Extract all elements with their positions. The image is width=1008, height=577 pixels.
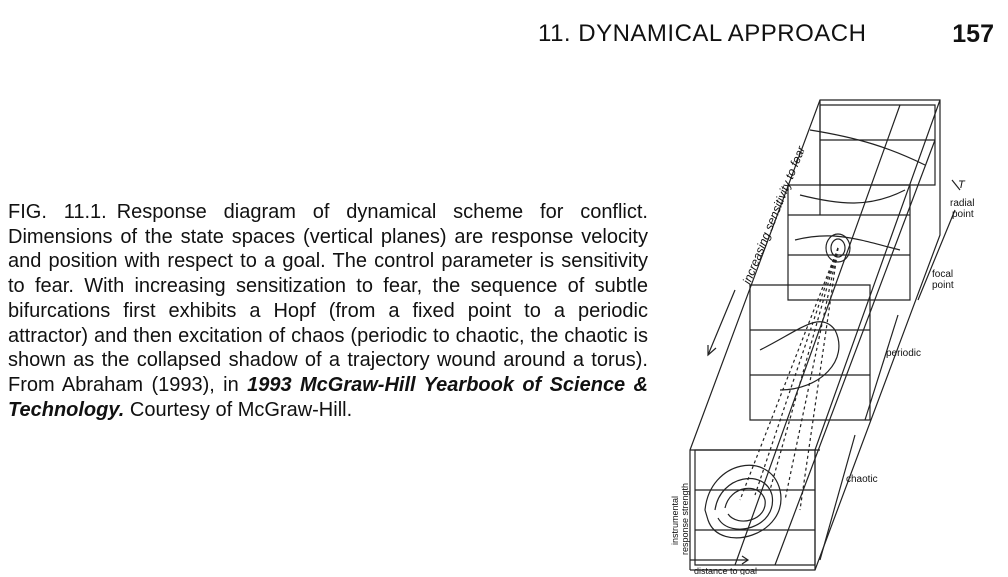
sensitivity-axis-label: increasing sensitivity to fear [739,144,809,287]
figure-caption [8,200,648,422]
response-axis-label-2: response strength [680,482,690,555]
chaotic-shadow [705,465,781,538]
response-diagram-svg [660,90,1005,575]
radial-point-label-1: radial [950,198,975,209]
radial-point-label-2: point [952,209,974,220]
periodic-label: periodic [886,348,922,359]
focal-point-label-2: point [932,280,954,291]
figure-label: FIG. 11.1. [8,201,107,223]
page-number: 157 [952,20,994,48]
plane-periodic [750,285,870,420]
periodic-orbit [760,322,839,390]
t-label: T [958,179,965,191]
focal-point-label-1: focal [932,269,954,280]
diagram-frame [690,100,960,570]
trajectory-radial [810,130,925,165]
distance-axis-label: distance to goal [694,566,758,575]
caption-paragraph [8,200,648,422]
chapter-title: 11. DYNAMICAL APPROACH [538,20,867,47]
courtesy-line: Courtesy of McGraw-Hill. [129,398,353,421]
response-axis-label-1: instrumental [670,495,680,545]
box-diagonal [815,100,940,450]
source-title: 1993 McGraw-Hill Yearbook of Science & Technology. [8,373,648,421]
chaotic-label: chaotic [846,474,878,485]
response-diagram [660,90,1005,575]
caption-body: Response diagram of dynamical scheme for conflict. Dimensions of the state spaces (vertical planes) are response velocity and position with respect to a goal. The control parameter is sensitivity to fear. With increasing sensitization to fear, the sequence of subtle bifurcations first exhibits a Hopf (from a fixed point to a periodic attractor) and then excitation of chaos (periodic to chaotic, the chaotic is shown as the collapsed shadow of a trajectory wound around a torus). From Abraham (1993), in [8,201,648,396]
running-header [520,20,1000,60]
